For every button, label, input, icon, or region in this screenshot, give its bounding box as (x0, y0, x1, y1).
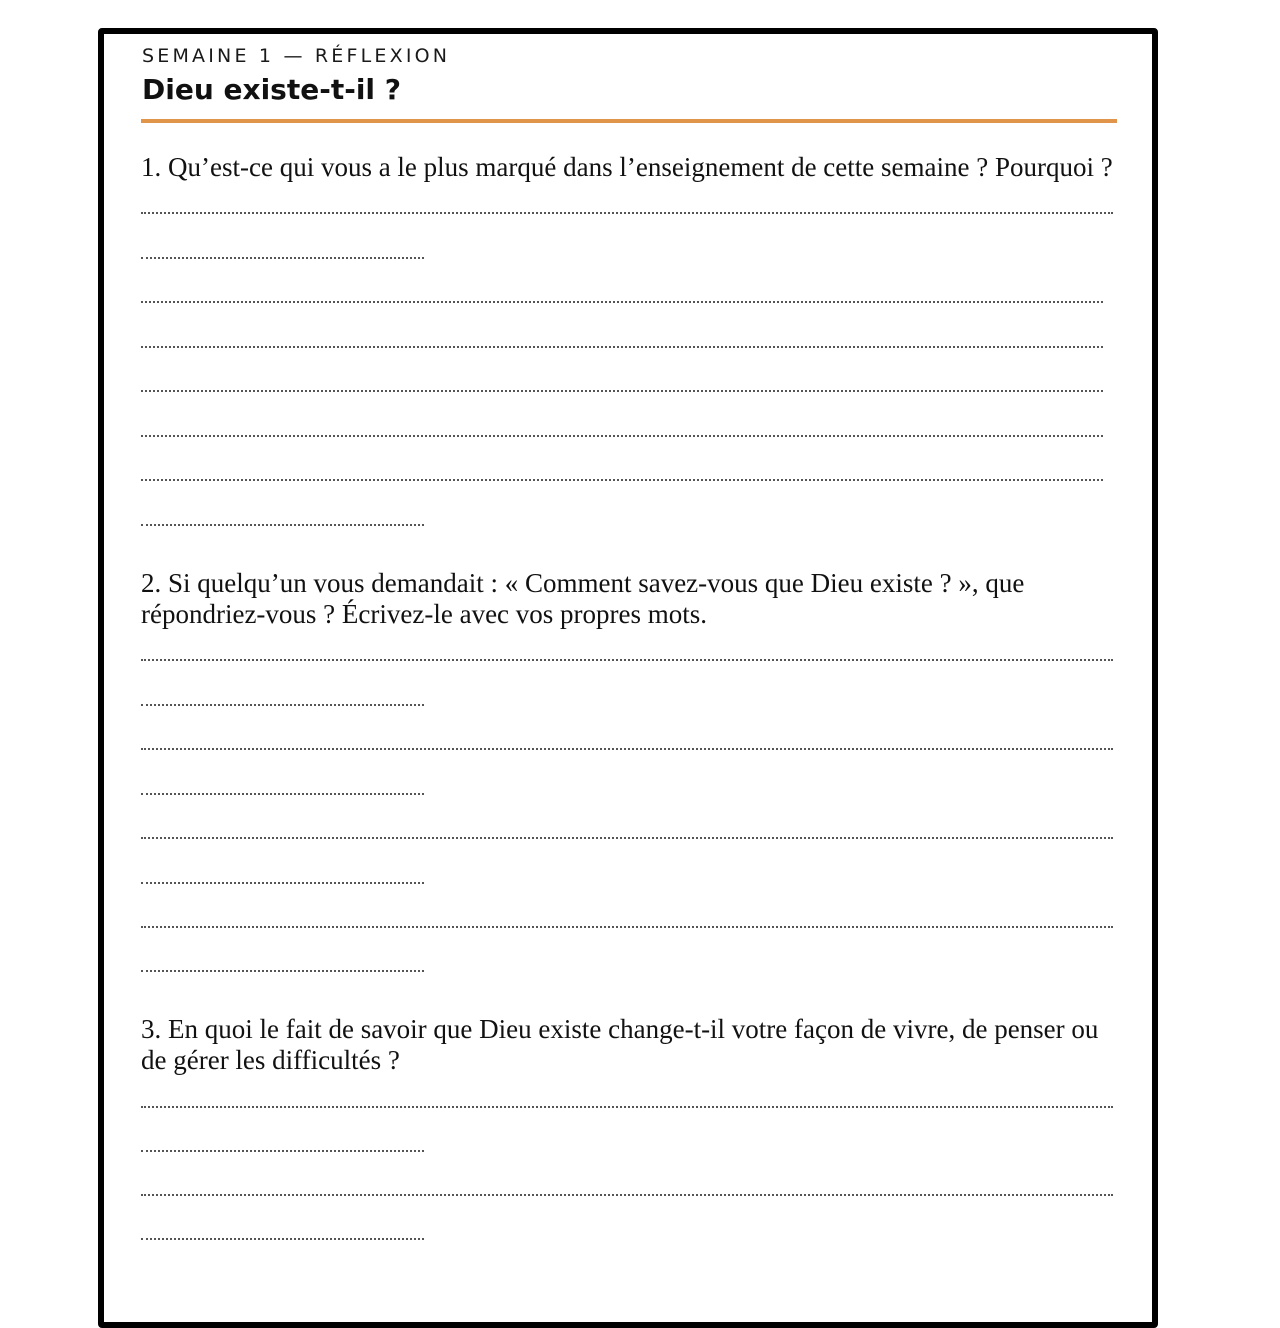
answer-line[interactable] (141, 659, 1113, 661)
answer-line[interactable] (141, 301, 1103, 303)
accent-divider (141, 119, 1117, 123)
answer-line[interactable] (141, 970, 424, 972)
answer-line[interactable] (141, 837, 1113, 839)
page-frame (98, 28, 1158, 1328)
answer-line[interactable] (141, 1238, 424, 1240)
question-2: 2. Si quelqu’un vous demandait : « Comment savez-vous que Dieu existe ? », que répondriez-vous ? Écrivez-le avec vos propres mots. (141, 568, 1025, 629)
answer-line[interactable] (141, 435, 1103, 437)
answer-line[interactable] (141, 1106, 1113, 1108)
question-3: 3. En quoi le fait de savoir que Dieu existe change-t-il votre façon de vivre, de penser ou de gérer les difficultés ? (141, 1014, 1099, 1075)
answer-line[interactable] (141, 479, 1103, 481)
answer-line[interactable] (141, 257, 424, 259)
page-title: Dieu existe-t-il ? (142, 73, 402, 106)
answer-line[interactable] (141, 882, 424, 884)
answer-line[interactable] (141, 524, 424, 526)
answer-line[interactable] (141, 212, 1113, 214)
answer-line[interactable] (141, 793, 424, 795)
answer-line[interactable] (141, 1194, 1113, 1196)
question-1: 1. Qu’est-ce qui vous a le plus marqué dans l’enseignement de cette semaine ? Pourquoi ? (141, 152, 1113, 182)
answer-line[interactable] (141, 390, 1103, 392)
section-kicker: SEMAINE 1 — RÉFLEXION (142, 45, 451, 67)
answer-line[interactable] (141, 1150, 424, 1152)
answer-line[interactable] (141, 346, 1103, 348)
answer-line[interactable] (141, 748, 1113, 750)
answer-line[interactable] (141, 926, 1113, 928)
answer-line[interactable] (141, 704, 424, 706)
